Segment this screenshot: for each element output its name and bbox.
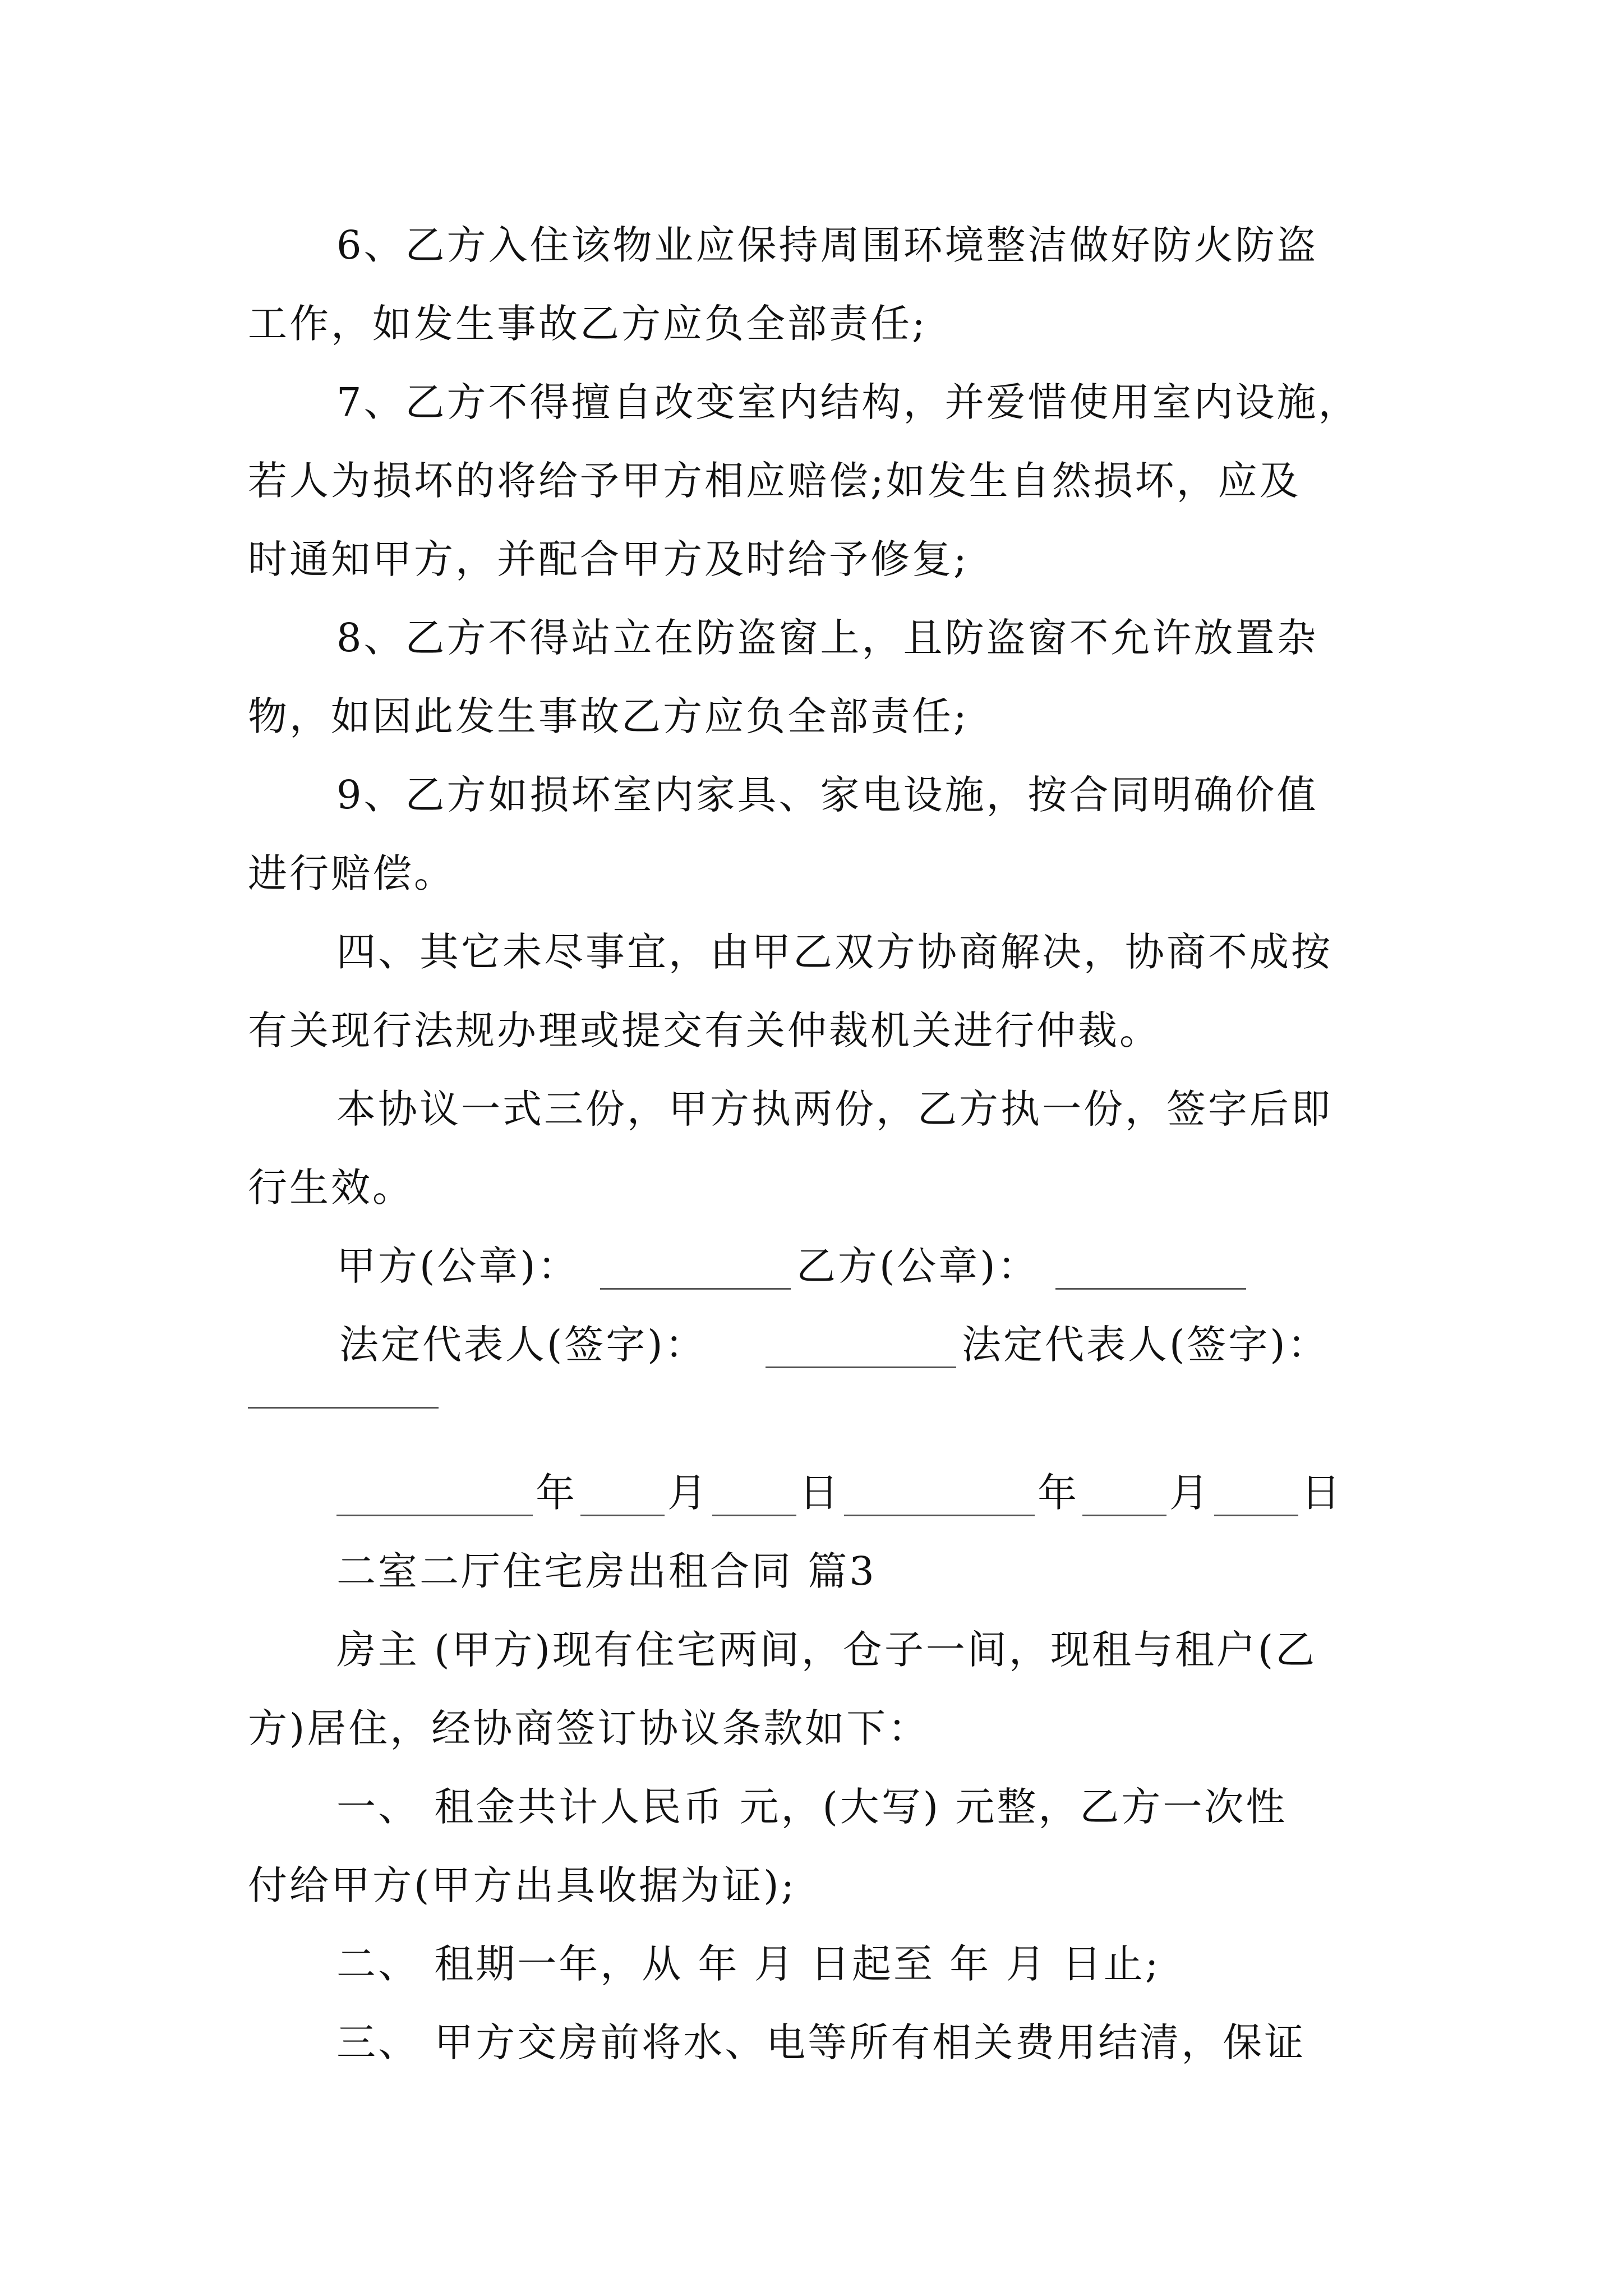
- copies-line-2: 行生效。: [248, 1165, 414, 1211]
- clause-9-line-1: 9、乙方如损坏室内家具、家电设施，按合同明确价值: [336, 772, 1318, 818]
- date-b-year-label: 年: [1038, 1470, 1079, 1516]
- clause-other-line-1: 四、其它未尽事宜，由甲乙双方协商解决，协商不成按: [336, 929, 1332, 975]
- clause-9-line-2: 进行赔偿。: [248, 850, 455, 896]
- party-b-rep-blank: [248, 1407, 439, 1409]
- date-b-month-blank: [1082, 1515, 1166, 1516]
- party-b-seal-blank: [1055, 1288, 1246, 1290]
- copies-line-1: 本协议一式三份，甲方执两份，乙方执一份，签字后即: [336, 1086, 1332, 1132]
- clause-7-line-2: 若人为损坏的将给予甲方相应赔偿;如发生自然损坏，应及: [248, 458, 1301, 504]
- date-a-year-blank: [336, 1515, 533, 1516]
- clause-7-line-1: 7、乙方不得擅自改变室内结构，并爱惜使用室内设施，: [336, 379, 1360, 425]
- clause-8-line-2: 物，如因此发生事故乙方应负全部责任;: [248, 693, 969, 739]
- party-a-seal-label: 甲方(公章)：: [336, 1243, 579, 1289]
- clause-7-line-3: 时通知甲方，并配合甲方及时给予修复;: [248, 536, 969, 582]
- rent-clause-line-1: 一、 租金共计人民币 元，(大写) 元整，乙方一次性: [336, 1784, 1288, 1830]
- clause-other-line-2: 有关现行法规办理或提交有关仲裁机关进行仲裁。: [248, 1007, 1161, 1053]
- clause-6-line-1: 6、乙方入住该物业应保持周围环境整洁做好防火防盗: [336, 222, 1318, 268]
- date-b-day-label: 日: [1301, 1470, 1343, 1516]
- clause-6-line-2: 工作，如发生事故乙方应负全部责任;: [248, 301, 928, 347]
- utility-clause-line-1: 三、 甲方交房前将水、电等所有相关费用结清，保证: [336, 2019, 1306, 2065]
- date-b-year-blank: [844, 1515, 1035, 1516]
- term-clause: 二、 租期一年，从 年 月 日起至 年 月 日止;: [336, 1941, 1161, 1987]
- date-a-day-blank: [712, 1515, 796, 1516]
- party-b-seal-label: 乙方(公章)：: [796, 1243, 1039, 1289]
- rent-clause-line-2: 付给甲方(甲方出具收据为证);: [248, 1862, 797, 1908]
- date-a-month-label: 月: [667, 1470, 709, 1516]
- date-b-day-blank: [1214, 1515, 1298, 1516]
- party-a-seal-blank: [600, 1288, 791, 1290]
- party-a-rep-label: 法定代表人(签字)：: [339, 1322, 707, 1368]
- section-3-title: 二室二厅住宅房出租合同 篇3: [336, 1548, 877, 1594]
- clause-8-line-1: 8、乙方不得站立在防盗窗上，且防盗窗不允许放置杂: [336, 615, 1318, 661]
- date-a-month-blank: [580, 1515, 665, 1516]
- date-a-day-label: 日: [799, 1470, 841, 1516]
- date-a-year-label: 年: [536, 1470, 577, 1516]
- party-a-rep-blank: [766, 1366, 956, 1368]
- date-b-month-label: 月: [1169, 1470, 1211, 1516]
- section-3-intro-line-1: 房主 (甲方)现有住宅两间，仓子一间，现租与租户(乙: [336, 1627, 1317, 1673]
- section-3-intro-line-2: 方)居住，经协商签订协议条款如下：: [248, 1705, 930, 1751]
- party-b-rep-label: 法定代表人(签字)：: [962, 1322, 1329, 1368]
